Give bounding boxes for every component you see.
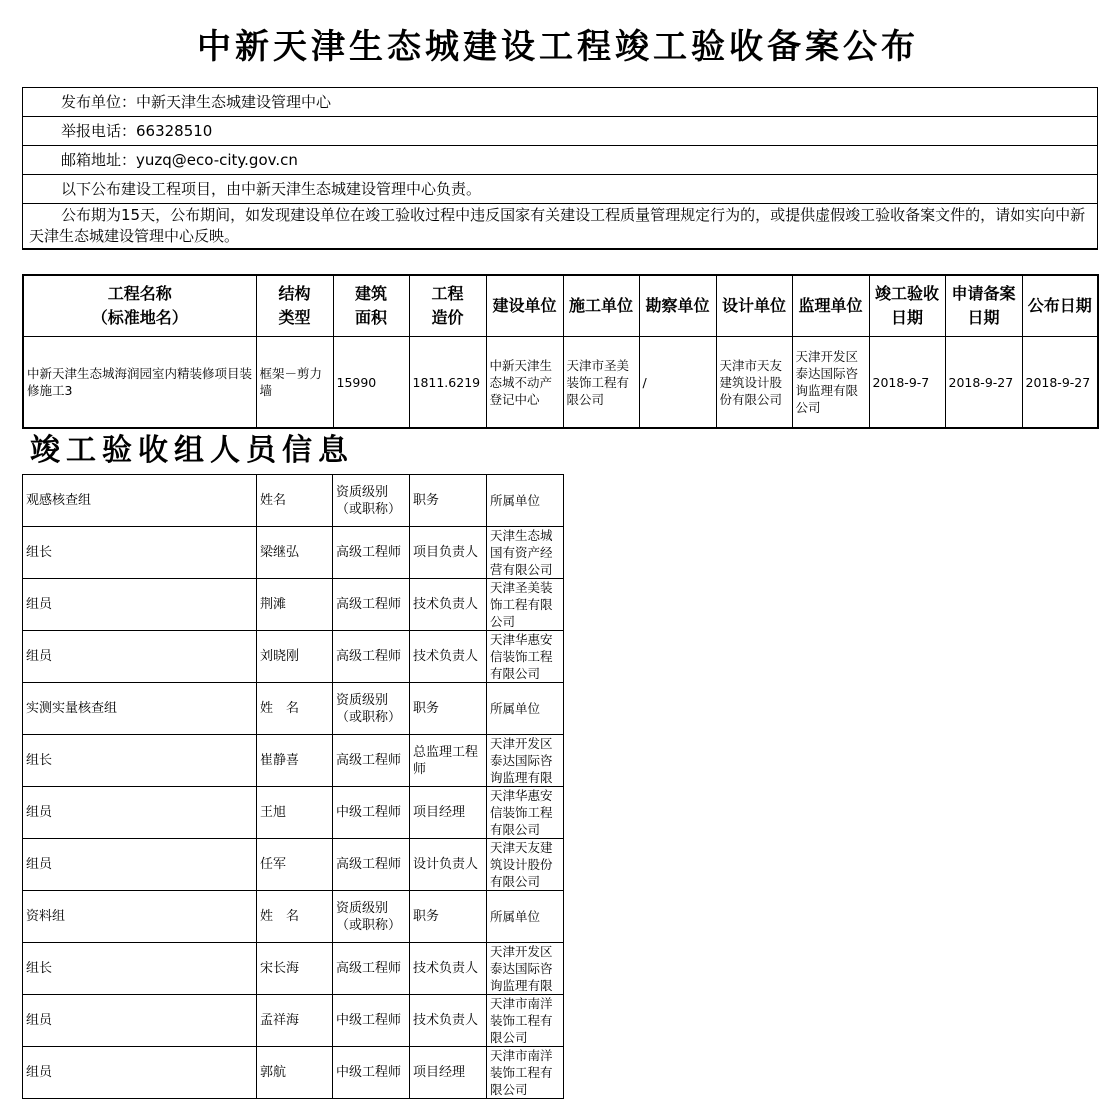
staff-level-cell: 中级工程师 (333, 995, 410, 1047)
staff-unit-cell: 天津华惠安信装饰工程有限公司 (487, 631, 564, 683)
staff-name-cell: 崔静喜 (257, 735, 333, 787)
project-cost: 1811.6219 (409, 337, 486, 429)
staff-group-cell: 组员 (23, 787, 257, 839)
staff-name-cell: 梁继弘 (257, 527, 333, 579)
notice1-text: 以下公布建设工程项目，由中新天津生态城建设管理中心负责。 (61, 179, 482, 198)
project-completion-date: 2018-9-7 (869, 337, 945, 429)
staff-level-cell: 资质级别（或职称） (333, 891, 410, 943)
project-name: 中新天津生态城海润园室内精装修项目装修施工3 (23, 337, 256, 429)
project-surveyor: / (639, 337, 716, 429)
staff-name-cell: 姓名 (257, 475, 333, 527)
staff-group-cell: 观感核查组 (23, 475, 257, 527)
publication-info-table (22, 87, 1098, 250)
staff-name-cell: 郭航 (257, 1047, 333, 1099)
staff-duty-cell: 项目经理 (410, 1047, 487, 1099)
staff-name-cell: 姓 名 (257, 891, 333, 943)
staff-level-cell: 高级工程师 (333, 527, 410, 579)
staff-group-cell: 组长 (23, 527, 257, 579)
project-structure: 框架－剪力墙 (256, 337, 333, 429)
header-surveyor: 勘察单位 (639, 275, 716, 337)
project-publish-date: 2018-9-27 (1022, 337, 1098, 429)
staff-name-cell: 姓 名 (257, 683, 333, 735)
staff-duty-cell: 项目负责人 (410, 527, 487, 579)
staff-unit-cell: 天津华惠安信装饰工程有限公司 (487, 787, 564, 839)
project-data-row (23, 337, 1098, 429)
staff-row (23, 475, 564, 527)
staff-duty-cell: 职务 (410, 891, 487, 943)
page-title: 中新天津生态城建设工程竣工验收备案公布 (197, 27, 919, 67)
publisher-row (23, 88, 1098, 117)
staff-unit-cell: 天津开发区泰达国际咨询监理有限 (487, 943, 564, 995)
header-filing-date: 申请备案日期 (945, 275, 1022, 337)
staff-name-cell: 宋长海 (257, 943, 333, 995)
staff-level-cell: 高级工程师 (333, 735, 410, 787)
project-designer: 天津市天友建筑设计股份有限公司 (716, 337, 792, 429)
staff-table (22, 474, 564, 1099)
staff-row (23, 735, 564, 787)
staff-level-cell: 中级工程师 (333, 787, 410, 839)
staff-unit-cell: 所属单位 (487, 475, 564, 527)
staff-level-cell: 资质级别（或职称） (333, 475, 410, 527)
staff-duty-cell: 项目经理 (410, 787, 487, 839)
staff-duty-cell: 设计负责人 (410, 839, 487, 891)
staff-name-cell: 孟祥海 (257, 995, 333, 1047)
project-header-row (23, 275, 1098, 337)
staff-group-cell: 组员 (23, 839, 257, 891)
header-project-name: 工程名称 （标准地名） (23, 275, 256, 337)
staff-name-cell: 任军 (257, 839, 333, 891)
staff-duty-cell: 技术负责人 (410, 631, 487, 683)
staff-duty-cell: 职务 (410, 683, 487, 735)
staff-row (23, 943, 564, 995)
staff-row (23, 995, 564, 1047)
staff-row (23, 683, 564, 735)
staff-unit-cell: 天津开发区泰达国际咨询监理有限 (487, 735, 564, 787)
header-supervisor: 监理单位 (792, 275, 869, 337)
staff-row (23, 787, 564, 839)
project-table (22, 274, 1099, 429)
staff-group-cell: 组员 (23, 631, 257, 683)
staff-unit-cell: 天津市南洋装饰工程有限公司 (487, 1047, 564, 1099)
staff-level-cell: 高级工程师 (333, 943, 410, 995)
email-row (23, 146, 1098, 175)
staff-name-cell: 刘晓刚 (257, 631, 333, 683)
publisher-text: 发布单位：中新天津生态城建设管理中心 (61, 92, 332, 111)
header-designer: 设计单位 (716, 275, 792, 337)
staff-group-cell: 组长 (23, 735, 257, 787)
project-supervisor: 天津开发区泰达国际咨询监理有限公司 (792, 337, 869, 429)
staff-group-cell: 资料组 (23, 891, 257, 943)
header-builder: 建设单位 (486, 275, 563, 337)
staff-unit-cell: 天津圣美装饰工程有限公司 (487, 579, 564, 631)
staff-level-cell: 资质级别（或职称） (333, 683, 410, 735)
staff-group-cell: 组长 (23, 943, 257, 995)
phone-text: 举报电话：66328510 (61, 121, 213, 140)
project-filing-date: 2018-9-27 (945, 337, 1022, 429)
notice2-text: 公布期为15天，公布期间，如发现建设单位在竣工验收过程中违反国家有关建设工程质量管理规定行为的，或提供虚假竣工验收备案文件的，请如实向中新天津生态城建设管理中心反映。 (23, 204, 1098, 250)
staff-group-cell: 组员 (23, 995, 257, 1047)
staff-unit-cell: 所属单位 (487, 891, 564, 943)
staff-row (23, 1047, 564, 1099)
staff-row (23, 631, 564, 683)
staff-group-cell: 组员 (23, 1047, 257, 1099)
staff-duty-cell: 职务 (410, 475, 487, 527)
header-completion-date: 竣工验收日期 (869, 275, 945, 337)
section-title: 竣工验收组人员信息 (30, 433, 354, 468)
staff-level-cell: 中级工程师 (333, 1047, 410, 1099)
header-publish-date: 公布日期 (1022, 275, 1098, 337)
notice1-row (23, 175, 1098, 204)
header-cost: 工程 造价 (409, 275, 486, 337)
header-constructor: 施工单位 (563, 275, 639, 337)
header-area: 建筑 面积 (333, 275, 409, 337)
staff-name-cell: 王旭 (257, 787, 333, 839)
staff-row (23, 527, 564, 579)
staff-row (23, 839, 564, 891)
staff-name-cell: 荆滩 (257, 579, 333, 631)
staff-duty-cell: 技术负责人 (410, 579, 487, 631)
project-constructor: 天津市圣美装饰工程有限公司 (563, 337, 639, 429)
staff-group-cell: 实测实量核查组 (23, 683, 257, 735)
email-text: 邮箱地址：yuzq@eco-city.gov.cn (61, 150, 298, 169)
header-structure: 结构 类型 (256, 275, 333, 337)
staff-group-cell: 组员 (23, 579, 257, 631)
staff-row (23, 891, 564, 943)
staff-level-cell: 高级工程师 (333, 839, 410, 891)
project-area: 15990 (333, 337, 409, 429)
phone-row (23, 117, 1098, 146)
staff-row (23, 579, 564, 631)
staff-unit-cell: 天津天友建筑设计股份有限公司 (487, 839, 564, 891)
staff-duty-cell: 技术负责人 (410, 943, 487, 995)
staff-unit-cell: 所属单位 (487, 683, 564, 735)
staff-duty-cell: 技术负责人 (410, 995, 487, 1047)
staff-unit-cell: 天津生态城国有资产经营有限公司 (487, 527, 564, 579)
project-builder: 中新天津生态城不动产登记中心 (486, 337, 563, 429)
staff-unit-cell: 天津市南洋装饰工程有限公司 (487, 995, 564, 1047)
staff-level-cell: 高级工程师 (333, 631, 410, 683)
staff-duty-cell: 总监理工程师 (410, 735, 487, 787)
staff-level-cell: 高级工程师 (333, 579, 410, 631)
